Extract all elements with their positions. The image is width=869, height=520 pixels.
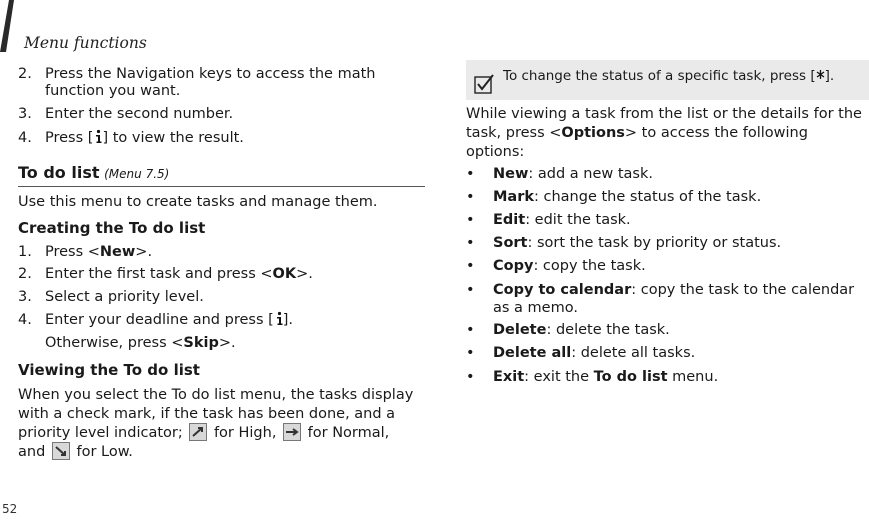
- section-divider: [18, 186, 425, 187]
- bullet: •: [466, 258, 475, 274]
- list-item-cont: as a memo.: [493, 300, 578, 316]
- priority-high-icon: [189, 423, 207, 441]
- step-2-cont: function you want.: [45, 83, 181, 99]
- creating-title: Creating the To do list: [18, 219, 206, 237]
- step-text: Press <New>.: [45, 244, 153, 260]
- bullet: •: [466, 212, 475, 228]
- step-number: 3.: [18, 106, 32, 122]
- step-text: Enter the second number.: [45, 106, 234, 122]
- page-number: 52: [2, 502, 18, 516]
- note-text: To change the status of a specific task, press [ ].: [503, 68, 835, 84]
- step-text: Enter the first task and press <OK>.: [45, 266, 313, 282]
- step-number: 2.: [18, 266, 32, 282]
- bullet: •: [466, 166, 475, 182]
- viewing-line-3: priority level indicator; for High, for Normal,: [18, 425, 390, 441]
- section-menu-ref: (Menu 7.5): [104, 167, 170, 181]
- priority-normal-icon: [283, 423, 301, 441]
- step-text: Press the Navigation keys to access the math: [45, 66, 376, 82]
- star-key-icon: [816, 67, 825, 82]
- bullet: •: [466, 322, 475, 338]
- bullet: •: [466, 282, 475, 298]
- header-title: Menu functions: [24, 34, 147, 52]
- viewing-line-1: When you select the To do list menu, the tasks display: [18, 387, 414, 403]
- create-otherwise: Otherwise, press <Skip>.: [45, 335, 236, 351]
- step-number: 4.: [18, 312, 32, 328]
- step-number: 3.: [18, 289, 32, 305]
- right-intro-3: options:: [466, 144, 525, 160]
- step-text: Press [ ] to view the result.: [45, 130, 244, 146]
- viewing-title: Viewing the To do list: [18, 361, 200, 379]
- select-key-icon: [274, 311, 283, 326]
- step-text: Enter your deadline and press [ ].: [45, 312, 294, 328]
- viewing-line-2: with a check mark, if the task has been done, and a: [18, 406, 396, 422]
- step-number: 4.: [18, 130, 32, 146]
- step-number: 1.: [18, 244, 32, 260]
- section-title: To do list: [18, 163, 100, 182]
- right-intro-1: While viewing a task from the list or the details for the: [466, 106, 862, 122]
- step-text: Select a priority level.: [45, 289, 204, 305]
- viewing-line-4: and for Low.: [18, 444, 133, 460]
- bullet: •: [466, 369, 475, 385]
- section-heading: [18, 163, 169, 184]
- bullet: •: [466, 345, 475, 361]
- note-check-icon: [474, 74, 494, 94]
- bullet: •: [466, 189, 475, 205]
- bullet: •: [466, 235, 475, 251]
- header-accent-bar: [0, 0, 14, 52]
- priority-low-icon: [52, 442, 70, 460]
- step-number: 2.: [18, 66, 32, 82]
- section-intro: Use this menu to create tasks and manage them.: [18, 194, 378, 210]
- right-intro-2: task, press <Options> to access the following: [466, 125, 808, 141]
